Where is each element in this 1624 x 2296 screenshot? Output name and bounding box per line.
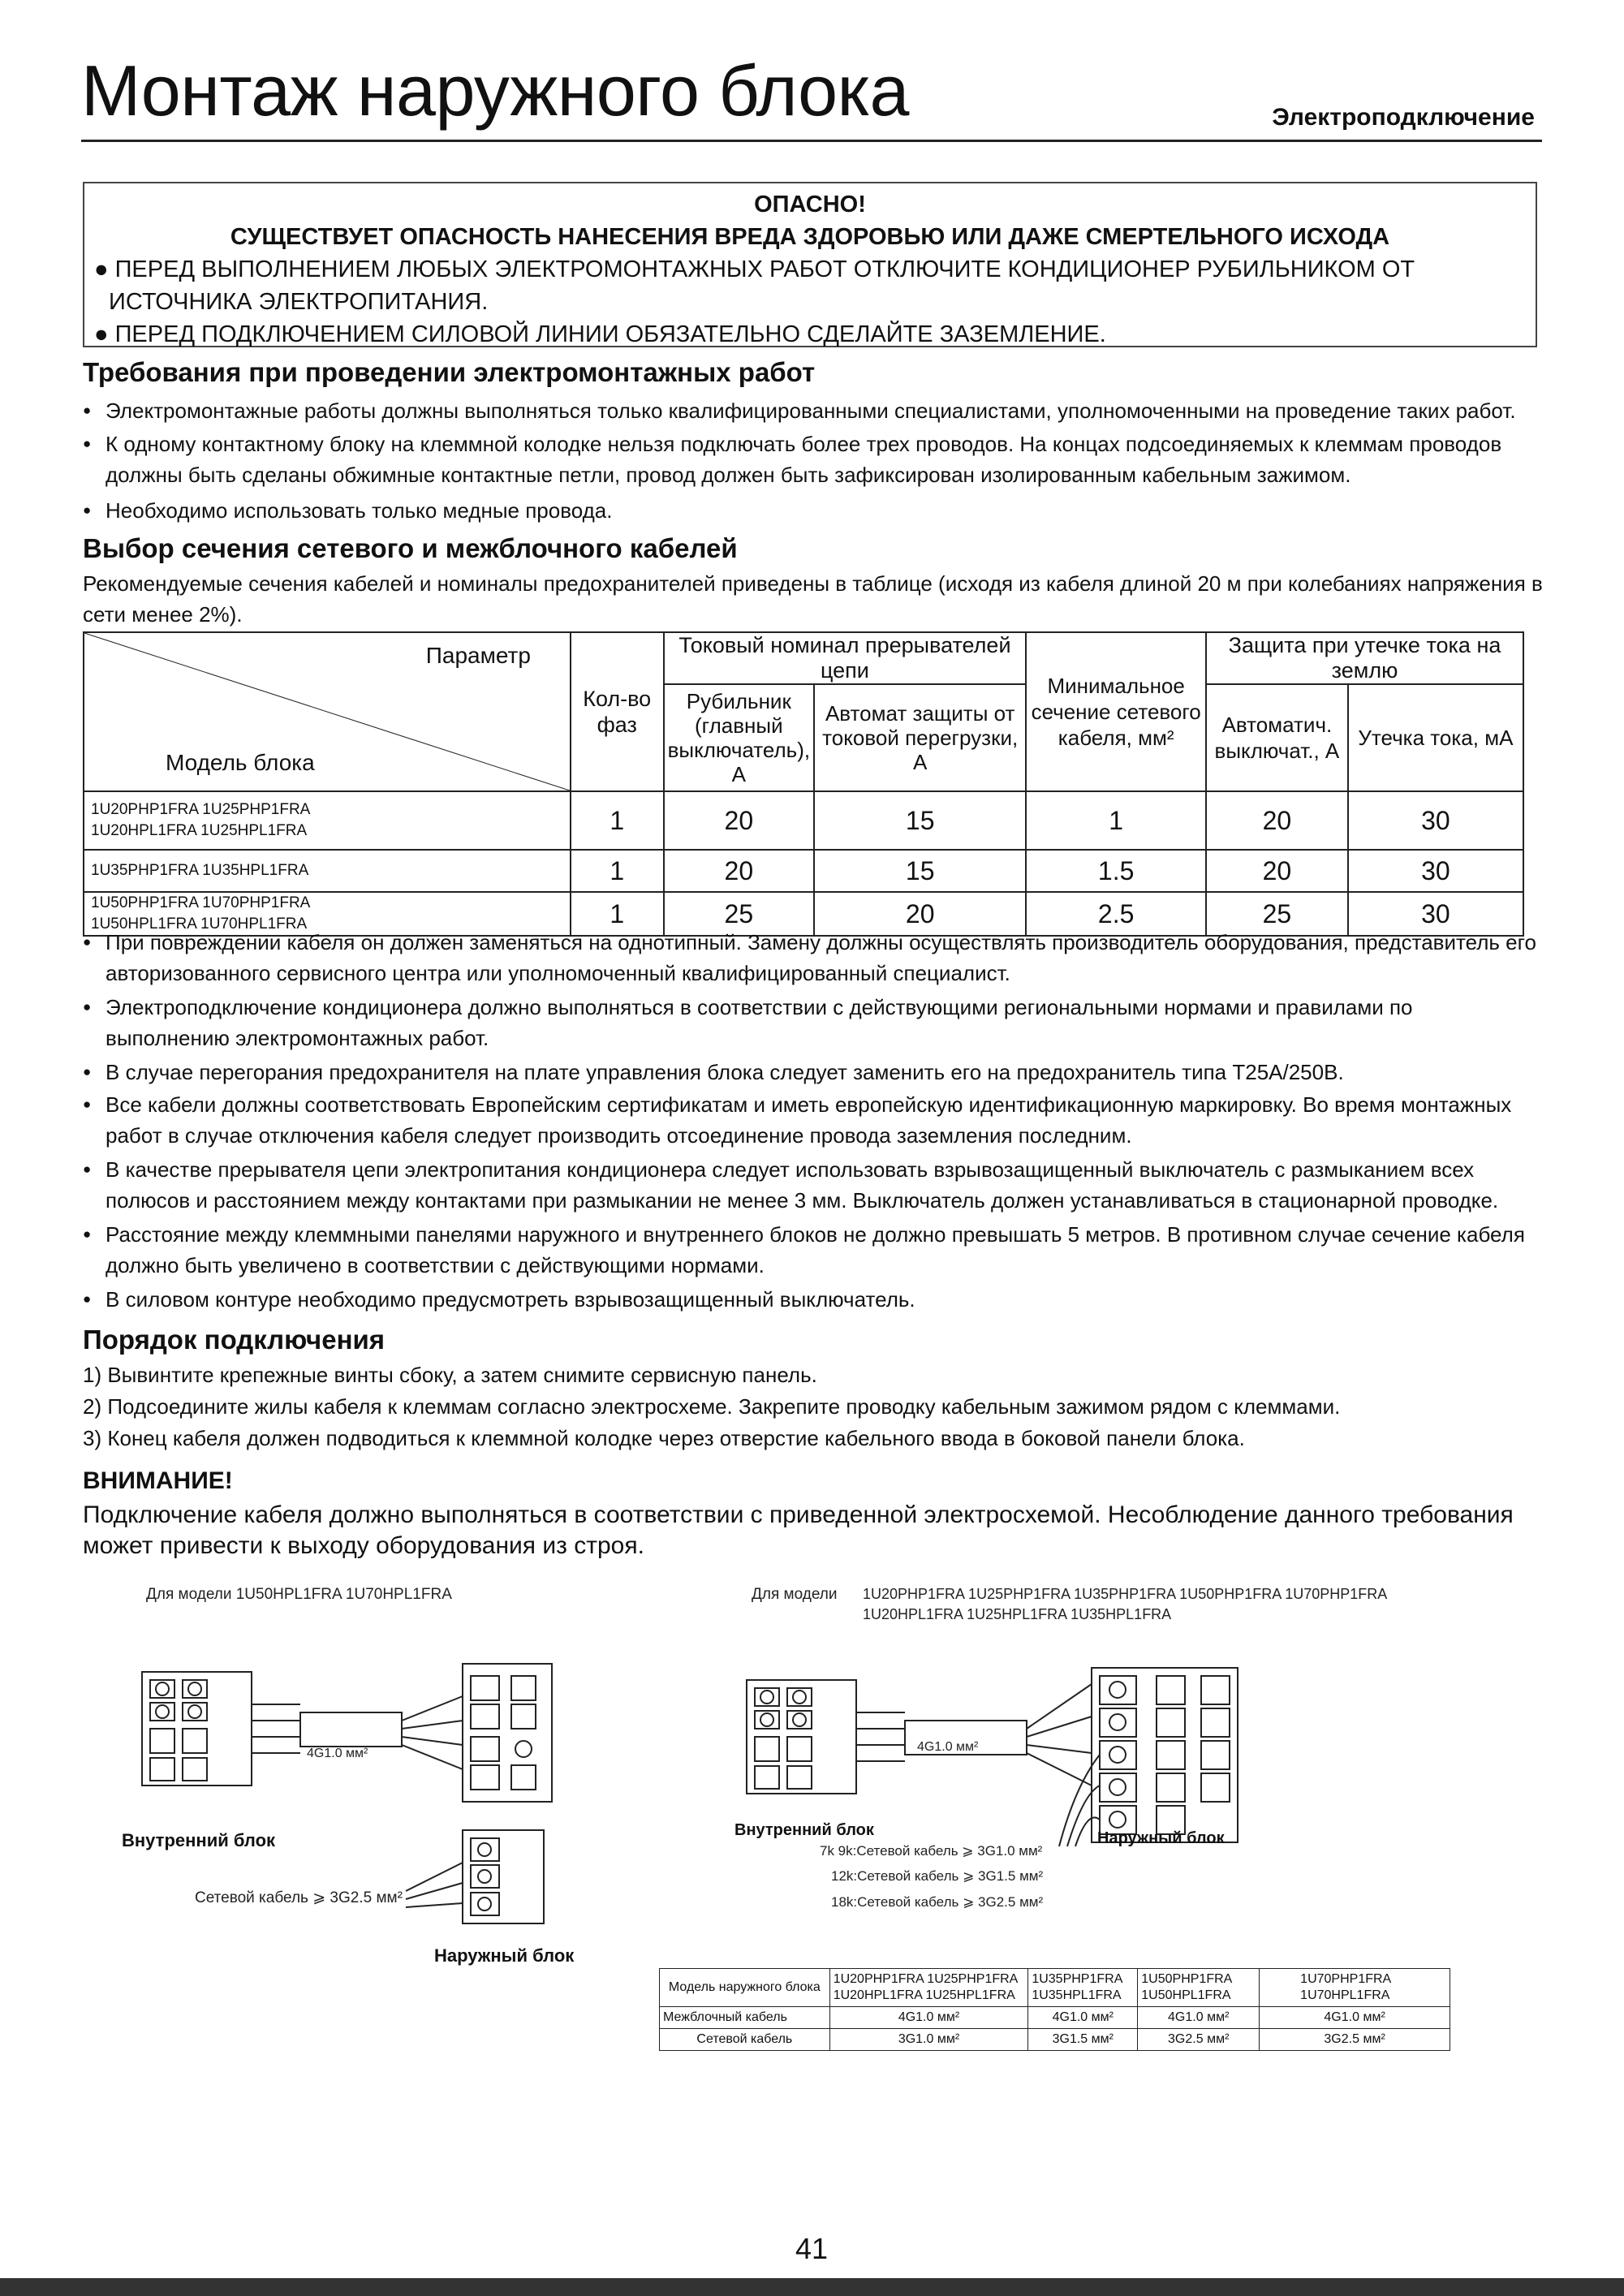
cable-value-cell: 4G1.0 мм² bbox=[1138, 2007, 1260, 2029]
auto-cell: 20 bbox=[1206, 791, 1348, 850]
overload-cell: 15 bbox=[814, 791, 1026, 850]
model-label: Модель блока bbox=[166, 750, 315, 775]
cable-value-cell: 3G1.0 мм² bbox=[829, 2029, 1028, 2051]
selection-heading: Выбор сечения сетевого и межблочного кабелей bbox=[83, 533, 738, 563]
interunit-label: Межблочный кабель bbox=[660, 2007, 830, 2029]
phases-cell: 1 bbox=[571, 791, 664, 850]
procedure-step: 3) Конец кабеля должен подводиться к клеммной колодке через отверстие кабельного ввода в боковой панели блока. bbox=[83, 1426, 1245, 1450]
switch-cell: 20 bbox=[664, 850, 815, 892]
right-power-line: 12k:Сетевой кабель ⩾ 3G1.5 мм² bbox=[831, 1868, 1044, 1884]
section-cell: 2.5 bbox=[1026, 892, 1206, 936]
note-item: ● При повреждении кабеля он должен заменяться на однотипный. Замену должны осуществлять производитель оборудования, представитель его авторизованного сервисного центра или уполномоченный квалифицированный специалист. bbox=[83, 927, 1540, 989]
right-outdoor-label: Наружный блок bbox=[1097, 1829, 1225, 1847]
overload-cell: 20 bbox=[814, 892, 1026, 936]
right-power-line: 7k 9k:Сетевой кабель ⩾ 3G1.0 мм² bbox=[820, 1843, 1043, 1859]
cable-value-cell: 3G1.5 мм² bbox=[1028, 2029, 1138, 2051]
right-power-line: 18k:Сетевой кабель ⩾ 3G2.5 мм² bbox=[831, 1894, 1044, 1910]
switch-cell: 20 bbox=[664, 791, 815, 850]
cable-table bbox=[659, 1968, 1450, 2051]
left-diagram-caption: Для модели 1U50HPL1FRA 1U70HPL1FRA bbox=[146, 1586, 452, 1603]
phases-cell: 1 bbox=[571, 892, 664, 936]
page-number: 41 bbox=[795, 2232, 829, 2265]
cable-header-label: Модель наружного блока bbox=[660, 1969, 830, 2007]
section-cell: 1.5 bbox=[1026, 850, 1206, 892]
min-section-header: Минимальное сечение сетевого кабеля, мм² bbox=[1026, 632, 1206, 791]
procedure-step: 1) Вывинтите крепежные винты сбоку, а затем снимите сервисную панель. bbox=[83, 1363, 817, 1387]
left-indoor-label: Внутренний блок bbox=[122, 1830, 276, 1850]
model-cell: 1U35PHP1FRA 1U35HPL1FRA bbox=[84, 850, 571, 892]
spec-table bbox=[83, 631, 1524, 937]
model-cell: 1U50PHP1FRA 1U70PHP1FRA 1U50HPL1FRA 1U70HPL1FRA bbox=[84, 892, 571, 936]
procedure-step: 2) Подсоедините жилы кабеля к клеммам согласно электросхеме. Закрепите проводку кабельным зажимом рядом с клеммами. bbox=[83, 1394, 1341, 1419]
left-power-cable-label: Сетевой кабель ⩾ 3G2.5 мм² bbox=[195, 1889, 403, 1906]
table-row bbox=[660, 1969, 1450, 2007]
cable-value-cell: 4G1.0 мм² bbox=[1028, 2007, 1138, 2029]
note-item: ● Расстояние между клеммными панелями наружного и внутреннего блоков не должно превышать 5 метров. В противном случае сечение кабеля должно быть увеличено в соответствии с действующими нормами. bbox=[83, 1219, 1540, 1281]
leak-group-header: Защита при утечке тока на землю bbox=[1206, 632, 1523, 684]
procedure-heading: Порядок подключения bbox=[83, 1325, 386, 1355]
danger-item: ● ПЕРЕД ВЫПОЛНЕНИЕМ ЛЮБЫХ ЭЛЕКТРОМОНТАЖНЫХ РАБОТ ОТКЛЮЧИТЕ КОНДИЦИОНЕР РУБИЛЬНИКОМ ОТ ИСТОЧНИКА ЭЛЕКТРОПИТАНИЯ. bbox=[94, 256, 1415, 315]
param-label: Параметр bbox=[425, 643, 531, 668]
breaker-group-header: Токовый номинал прерывателей цепи bbox=[664, 632, 1027, 684]
bottom-band bbox=[0, 2278, 1624, 2296]
cable-value-cell: 3G2.5 мм² bbox=[1138, 2029, 1260, 2051]
attention-heading: ВНИМАНИЕ! bbox=[83, 1467, 233, 1494]
cable-model-cell: 1U35PHP1FRA 1U35HPL1FRA bbox=[1028, 1969, 1138, 2007]
requirement-item: ● К одному контактному блоку на клеммной колодке нельзя подключать более трех проводов. На концах подсоединяемых к клеммам проводов должны быть сделаны обжимные контактные петли, провод должен быть зафиксирован изолированным кабельным зажимом. bbox=[83, 429, 1540, 490]
cable-model-cell: 1U70PHP1FRA 1U70HPL1FRA bbox=[1260, 1969, 1450, 2007]
cable-value-cell: 3G2.5 мм² bbox=[1260, 2029, 1450, 2051]
danger-subtitle: СУЩЕСТВУЕТ ОПАСНОСТЬ НАНЕСЕНИЯ ВРЕДА ЗДОРОВЬЮ ИЛИ ДАЖЕ СМЕРТЕЛЬНОГО ИСХОДА bbox=[230, 224, 1390, 250]
right-diagram-caption-line1: 1U20PHP1FRA 1U25PHP1FRA 1U35PHP1FRA 1U50PHP1FRA 1U70PHP1FRA bbox=[863, 1586, 1388, 1602]
leak-cell: 30 bbox=[1348, 892, 1523, 936]
table-row bbox=[84, 850, 1523, 892]
auto-cell: 20 bbox=[1206, 850, 1348, 892]
right-indoor-label: Внутренний блок bbox=[734, 1821, 874, 1839]
right-diagram-caption-line2: 1U20HPL1FRA 1U25HPL1FRA 1U35HPL1FRA bbox=[863, 1606, 1172, 1622]
cable-model-cell: 1U20PHP1FRA 1U25PHP1FRA 1U20HPL1FRA 1U25HPL1FRA bbox=[829, 1969, 1028, 2007]
left-interunit-cable-label: 4G1.0 мм² bbox=[307, 1747, 368, 1760]
param-model-header bbox=[84, 632, 571, 791]
title-divider bbox=[81, 140, 1542, 142]
page-title: Монтаж наружного блока bbox=[81, 50, 909, 131]
note-item: ● В силовом контуре необходимо предусмотреть взрывозащищенный выключатель. bbox=[83, 1284, 1540, 1315]
table-row bbox=[660, 2007, 1450, 2029]
overload-header: Автомат защиты от токовой перегрузки, А bbox=[814, 684, 1026, 791]
model-cell: 1U20PHP1FRA 1U25PHP1FRA 1U20HPL1FRA 1U25HPL1FRA bbox=[84, 791, 571, 850]
requirements-heading: Требования при проведении электромонтажных работ bbox=[83, 357, 816, 387]
note-item: ● Все кабели должны соответствовать Европейским сертификатам и иметь европейскую идентификационную маркировку. Во время монтажных работ в случае отключения кабеля следует производить отсоединение провода заземления последним. bbox=[83, 1089, 1540, 1151]
left-wiring-diagram bbox=[138, 1656, 560, 1956]
note-item: ● Электроподключение кондиционера должно выполняться в соответствии с действующими региональными нормами и правилами по выполнению электромонтажных работ. bbox=[83, 992, 1540, 1053]
attention-text: Подключение кабеля должно выполняться в соответствии с приведенной электросхемой. Несоблюдение данного требования может привести к выходу оборудования из строя. bbox=[83, 1501, 1514, 1559]
section-label: Электроподключение bbox=[1272, 104, 1535, 131]
overload-cell: 15 bbox=[814, 850, 1026, 892]
table-row bbox=[84, 791, 1523, 850]
requirement-item: ● Электромонтажные работы должны выполняться только квалифицированными специалистами, уполномоченными на проведение таких работ. bbox=[83, 395, 1540, 426]
danger-warning-box bbox=[83, 182, 1537, 347]
leak-header: Утечка тока, мА bbox=[1348, 684, 1523, 791]
switch-header: Рубильник (главный выключатель), А bbox=[664, 684, 815, 791]
cable-model-cell: 1U50PHP1FRA 1U50HPL1FRA bbox=[1138, 1969, 1260, 2007]
danger-title: ОПАСНО! bbox=[754, 192, 866, 218]
auto-header: Автоматич. выключат., А bbox=[1206, 684, 1348, 791]
auto-cell: 25 bbox=[1206, 892, 1348, 936]
cable-value-cell: 4G1.0 мм² bbox=[829, 2007, 1028, 2029]
table-row bbox=[660, 2029, 1450, 2051]
right-diagram-caption-prefix: Для модели bbox=[752, 1586, 838, 1603]
phases-cell: 1 bbox=[571, 850, 664, 892]
switch-cell: 25 bbox=[664, 892, 815, 936]
section-cell: 1 bbox=[1026, 791, 1206, 850]
requirement-item: ● Необходимо использовать только медные провода. bbox=[83, 495, 1540, 526]
cable-value-cell: 4G1.0 мм² bbox=[1260, 2007, 1450, 2029]
selection-intro: Рекомендуемые сечения кабелей и номиналы предохранителей приведены в таблице (исходя из кабеля длиной 20 м при колебаниях напряжения в сети менее 2%). bbox=[83, 571, 1543, 627]
power-label: Сетевой кабель bbox=[660, 2029, 830, 2051]
phases-header: Кол-во фаз bbox=[571, 632, 664, 791]
leak-cell: 30 bbox=[1348, 850, 1523, 892]
right-interunit-cable-label: 4G1.0 мм² bbox=[917, 1740, 979, 1754]
danger-item: ● ПЕРЕД ПОДКЛЮЧЕНИЕМ СИЛОВОЙ ЛИНИИ ОБЯЗАТЕЛЬНО СДЕЛАЙТЕ ЗАЗЕМЛЕНИЕ. bbox=[94, 321, 1106, 347]
note-item: ● В случае перегорания предохранителя на плате управления блока следует заменить его на предохранитель типа T25A/250B. bbox=[83, 1057, 1540, 1088]
left-outdoor-label: Наружный блок bbox=[434, 1945, 575, 1966]
note-item: ● В качестве прерывателя цепи электропитания кондиционера следует использовать взрывозащищенный выключатель с размыканием всех полюсов и расстоянием между контактами при размыкании не менее 3 мм. Выключатель должен устанавливаться в стационарной проводке. bbox=[83, 1154, 1540, 1216]
leak-cell: 30 bbox=[1348, 791, 1523, 850]
